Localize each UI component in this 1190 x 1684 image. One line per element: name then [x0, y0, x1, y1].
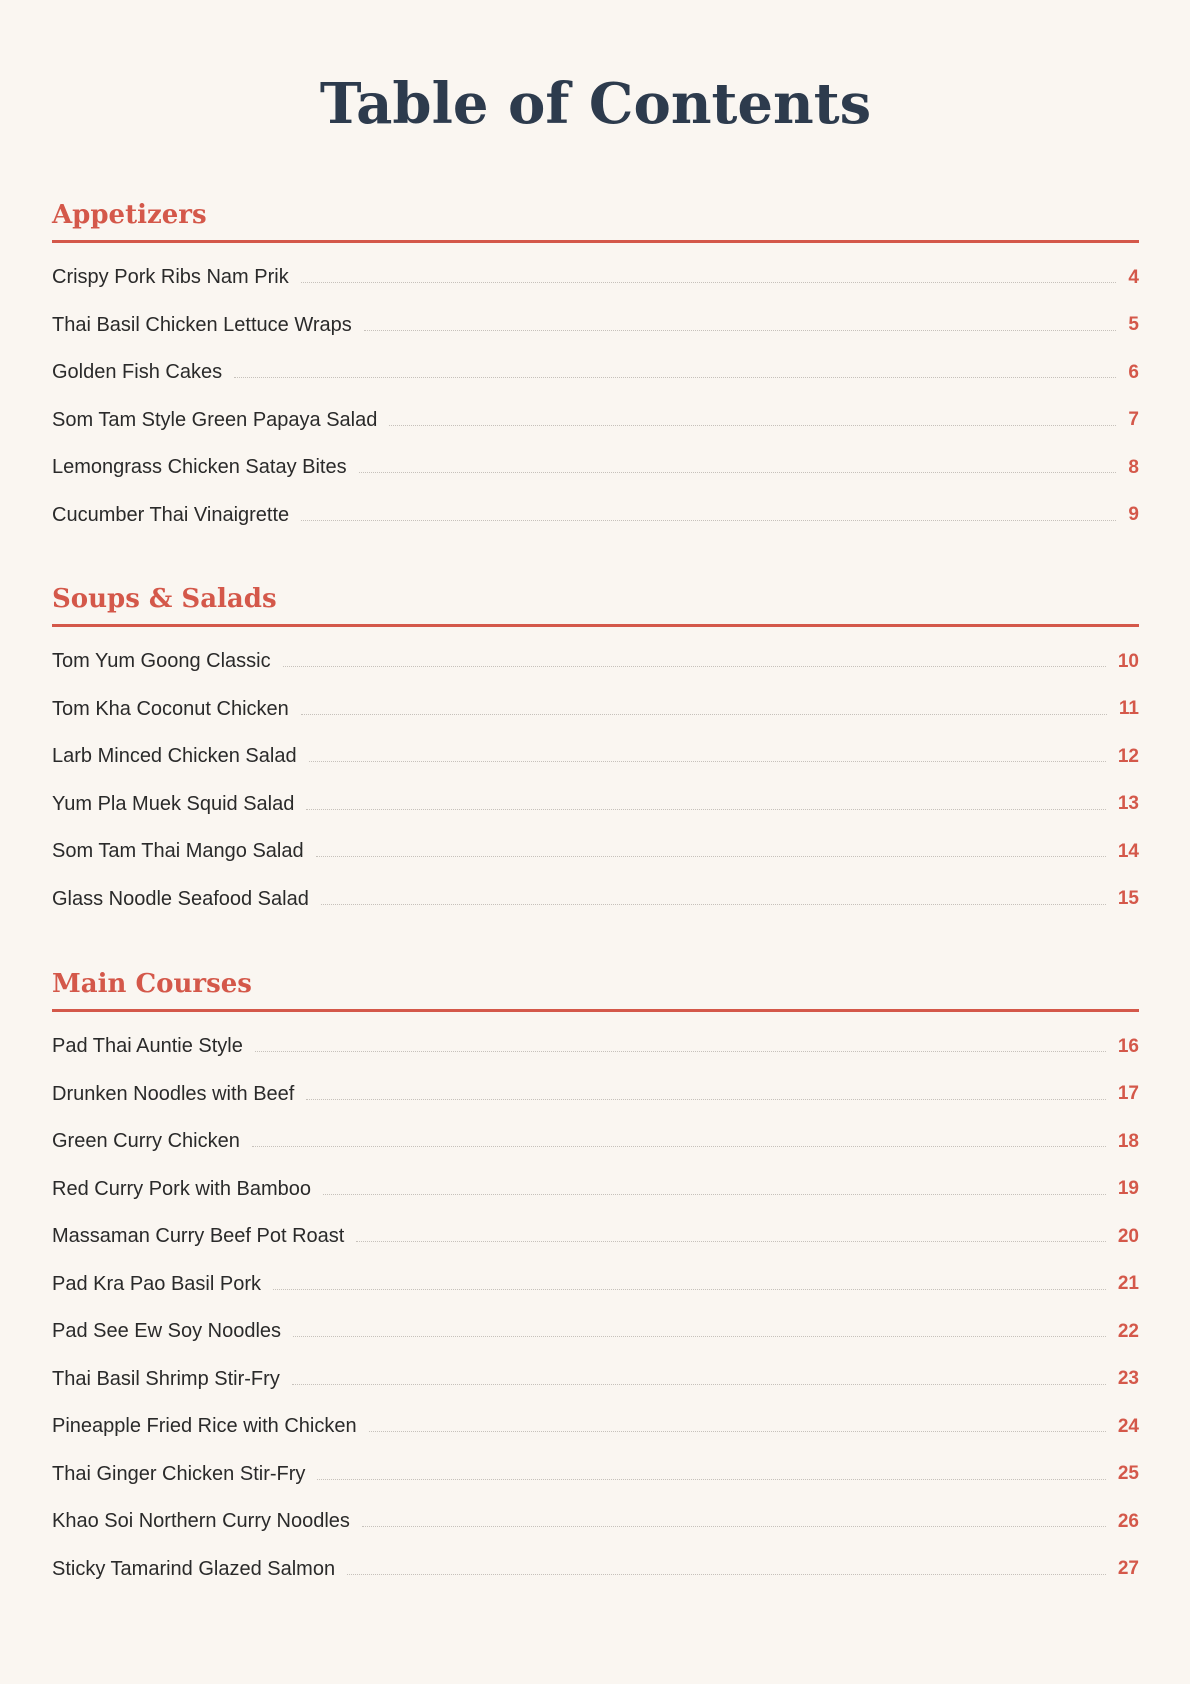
- dot-leader: [323, 1194, 1106, 1195]
- page-number: 5: [1128, 314, 1139, 336]
- toc-entry[interactable]: [52, 254, 1139, 302]
- page-number: 18: [1117, 1130, 1139, 1152]
- page-number: 23: [1117, 1368, 1139, 1390]
- section-appetizers: [52, 192, 1139, 539]
- section-heading: Appetizers: [52, 200, 207, 230]
- page-number: 4: [1128, 266, 1139, 288]
- entry-title: Sticky Tamarind Glazed Salmon: [52, 1557, 336, 1580]
- dot-leader: [293, 1336, 1106, 1337]
- page-number: 14: [1117, 840, 1139, 862]
- toc-entry[interactable]: [52, 1356, 1139, 1404]
- page-number: 21: [1117, 1273, 1139, 1295]
- page-number: 25: [1117, 1463, 1139, 1485]
- entry-title: Golden Fish Cakes: [52, 361, 223, 384]
- toc-entry[interactable]: [52, 397, 1139, 445]
- toc-entry[interactable]: [52, 444, 1139, 492]
- page-number: 6: [1128, 361, 1139, 383]
- toc-entry[interactable]: [52, 1118, 1139, 1166]
- entry-title: Som Tam Thai Mango Salad: [52, 840, 304, 863]
- dot-leader: [356, 1241, 1106, 1242]
- page-number: 26: [1117, 1510, 1139, 1532]
- toc-entry[interactable]: [52, 1451, 1139, 1499]
- entry-list: [52, 627, 1139, 923]
- toc-entry[interactable]: [52, 1308, 1139, 1356]
- entry-title: Pad See Ew Soy Noodles: [52, 1320, 282, 1343]
- dot-leader: [255, 1051, 1106, 1052]
- entry-title: Tom Yum Goong Classic: [52, 650, 271, 673]
- toc-entry[interactable]: [52, 1546, 1139, 1594]
- toc-entry[interactable]: [52, 733, 1139, 781]
- entry-title: Thai Ginger Chicken Stir-Fry: [52, 1462, 306, 1485]
- dot-leader: [273, 1289, 1106, 1290]
- section-soups-salads: [52, 576, 1139, 923]
- toc-entry[interactable]: [52, 302, 1139, 350]
- dot-leader: [301, 282, 1117, 283]
- page-number: 20: [1117, 1225, 1139, 1247]
- toc-entry[interactable]: [52, 686, 1139, 734]
- entry-title: Thai Basil Chicken Lettuce Wraps: [52, 313, 352, 336]
- toc-entry[interactable]: [52, 638, 1139, 686]
- toc-entry[interactable]: [52, 492, 1139, 540]
- dot-leader: [362, 1526, 1106, 1527]
- entry-title: Yum Pla Muek Squid Salad: [52, 792, 295, 815]
- toc-entry[interactable]: [52, 1498, 1139, 1546]
- toc-entry[interactable]: [52, 1261, 1139, 1309]
- toc-entry[interactable]: [52, 1213, 1139, 1261]
- toc-entry[interactable]: [52, 1403, 1139, 1451]
- dot-leader: [306, 1099, 1106, 1100]
- dot-leader: [316, 856, 1106, 857]
- entry-list: [52, 243, 1139, 539]
- dot-leader: [389, 425, 1116, 426]
- entry-title: Larb Minced Chicken Salad: [52, 745, 297, 768]
- page-number: 24: [1117, 1415, 1139, 1437]
- dot-leader: [301, 714, 1107, 715]
- entry-title: Drunken Noodles with Beef: [52, 1082, 295, 1105]
- dot-leader: [252, 1146, 1106, 1147]
- entry-title: Pineapple Fried Rice with Chicken: [52, 1415, 357, 1438]
- page-number: 16: [1117, 1035, 1139, 1057]
- entry-title: Glass Noodle Seafood Salad: [52, 887, 309, 910]
- entry-title: Tom Kha Coconut Chicken: [52, 697, 289, 720]
- section-heading: Main Courses: [52, 969, 252, 999]
- toc-entry[interactable]: [52, 1023, 1139, 1071]
- toc-entry[interactable]: [52, 876, 1139, 924]
- entry-title: Cucumber Thai Vinaigrette: [52, 503, 290, 526]
- page-number: 27: [1117, 1558, 1139, 1580]
- page-number: 12: [1117, 745, 1139, 767]
- dot-leader: [359, 472, 1117, 473]
- entry-title: Green Curry Chicken: [52, 1130, 240, 1153]
- dot-leader: [301, 520, 1116, 521]
- page-number: 15: [1117, 888, 1139, 910]
- page-title: Table of Contents: [319, 71, 872, 137]
- entry-title: Som Tam Style Green Papaya Salad: [52, 408, 378, 431]
- entry-title: Red Curry Pork with Bamboo: [52, 1177, 311, 1200]
- entry-title: Massaman Curry Beef Pot Roast: [52, 1225, 345, 1248]
- entry-title: Pad Thai Auntie Style: [52, 1035, 243, 1058]
- page-number: 7: [1128, 409, 1139, 431]
- entry-list: [52, 1012, 1139, 1593]
- section-heading: Soups & Salads: [52, 584, 277, 614]
- dot-leader: [283, 666, 1106, 667]
- page-number: 8: [1128, 456, 1139, 478]
- dot-leader: [317, 1479, 1105, 1480]
- toc-entry[interactable]: [52, 349, 1139, 397]
- entry-title: Thai Basil Shrimp Stir-Fry: [52, 1367, 280, 1390]
- dot-leader: [364, 330, 1117, 331]
- entry-title: Pad Kra Pao Basil Pork: [52, 1272, 261, 1295]
- toc-entry[interactable]: [52, 1166, 1139, 1214]
- toc-entry[interactable]: [52, 781, 1139, 829]
- dot-leader: [369, 1431, 1106, 1432]
- toc-entry[interactable]: [52, 828, 1139, 876]
- page-number: 22: [1117, 1320, 1139, 1342]
- section-main-courses: [52, 961, 1139, 1593]
- entry-title: Lemongrass Chicken Satay Bites: [52, 456, 347, 479]
- page-number: 9: [1128, 504, 1139, 526]
- page-number: 11: [1118, 698, 1139, 720]
- dot-leader: [292, 1384, 1106, 1385]
- dot-leader: [309, 761, 1106, 762]
- dot-leader: [321, 904, 1106, 905]
- page-number: 19: [1117, 1178, 1139, 1200]
- page-number: 13: [1117, 793, 1139, 815]
- entry-title: Khao Soi Northern Curry Noodles: [52, 1510, 350, 1533]
- dot-leader: [306, 809, 1105, 810]
- toc-entry[interactable]: [52, 1071, 1139, 1119]
- dot-leader: [234, 377, 1116, 378]
- page-number: 17: [1117, 1083, 1139, 1105]
- entry-title: Crispy Pork Ribs Nam Prik: [52, 266, 289, 289]
- page-number: 10: [1117, 650, 1139, 672]
- dot-leader: [347, 1574, 1106, 1575]
